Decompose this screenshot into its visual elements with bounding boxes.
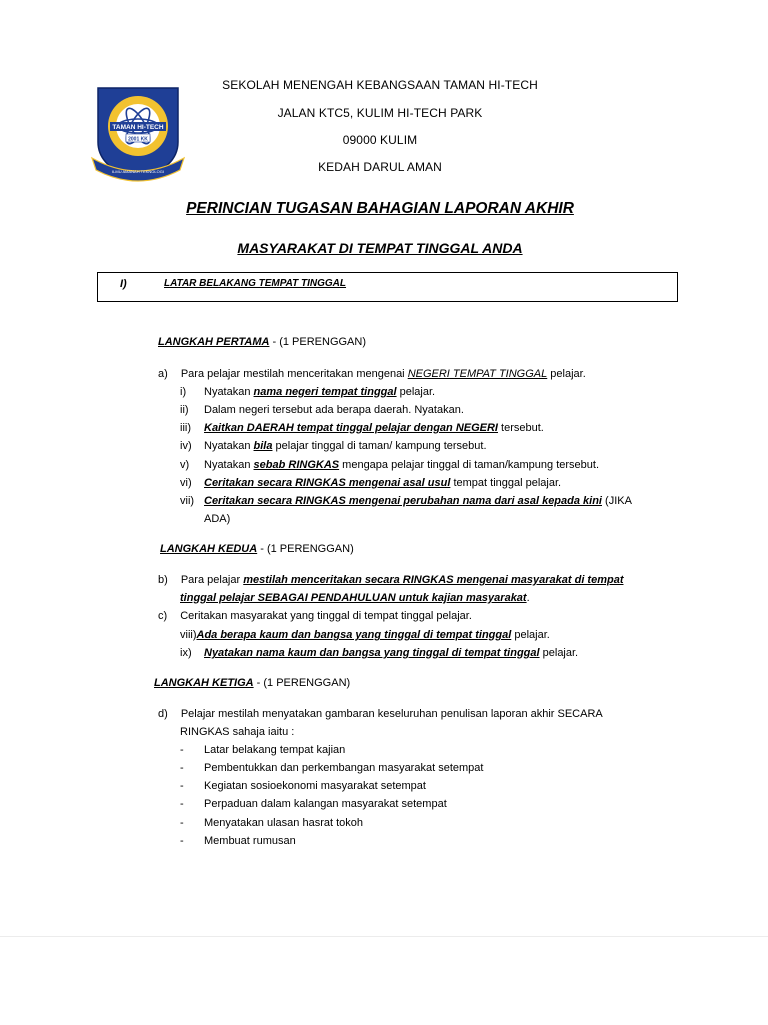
bullet-text: Membuat rumusan	[204, 835, 296, 847]
bullet-marker: -	[180, 744, 184, 756]
list-item-continuation: RINGKAS sahaja iaitu :	[180, 726, 295, 738]
bullet-marker: -	[180, 835, 184, 847]
sub-item-marker: ix)	[180, 647, 192, 659]
sub-item-marker: iv)	[180, 440, 192, 452]
sub-item-marker: ii)	[180, 404, 189, 416]
step-heading	[158, 336, 366, 348]
logo-code: 2001 KK	[128, 136, 148, 143]
sub-item-text	[204, 494, 632, 508]
logo-banner-text: TAMAN HI-TECH	[112, 124, 164, 131]
item-text: pelajar.	[539, 647, 579, 659]
sub-item-marker: vii)	[180, 495, 195, 507]
item-text: Dalam negeri tersebut ada berapa daerah. Nyatakan.	[204, 404, 464, 416]
sub-item-text	[204, 439, 487, 453]
bullet-text: Kegiatan sosioekonomi masyarakat setempat	[204, 780, 426, 792]
item-emphasis: mestilah menceritakan secara RINGKAS mengenai masyarakat di tempat	[243, 574, 624, 586]
document-title: PERINCIAN TUGASAN BAHAGIAN LAPORAN AKHIR	[186, 200, 574, 217]
sub-item-text	[204, 421, 544, 435]
item-text: .	[526, 592, 530, 604]
item-emphasis: Nyatakan nama kaum dan bangsa yang tinggal di tempat tinggal	[204, 647, 540, 659]
bullet-marker: -	[180, 817, 184, 829]
item-emphasis: Kaitkan DAERAH tempat tinggal pelajar dengan NEGERI	[204, 422, 498, 434]
item-emphasis: NEGERI TEMPAT TINGGAL	[407, 368, 548, 380]
step-label: LANGKAH KETIGA	[154, 677, 254, 689]
bullet-text: Perpaduan dalam kalangan masyarakat setempat	[204, 798, 447, 810]
item-marker: a)	[158, 368, 168, 380]
item-emphasis: Ada berapa kaum dan bangsa yang tinggal di tempat tinggal	[196, 629, 512, 641]
item-text: pelajar.	[547, 368, 586, 380]
bullet-text: Pembentukkan dan perkembangan masyarakat setempat	[204, 762, 484, 774]
item-text: tersebut.	[498, 422, 544, 434]
sub-item-text	[204, 385, 435, 399]
sub-item-marker: v)	[180, 459, 190, 471]
item-emphasis: Ceritakan secara RINGKAS mengenai asal usul	[204, 477, 451, 489]
school-name: SEKOLAH MENENGAH KEBANGSAAN TAMAN HI-TECH	[222, 78, 538, 92]
item-text: pelajar.	[511, 629, 550, 641]
item-emphasis: Ceritakan secara RINGKAS mengenai perubahan nama dari asal kepada kini	[204, 495, 602, 507]
page-gap	[0, 936, 768, 1025]
item-emphasis: sebab RINGKAS	[253, 459, 340, 471]
sub-item-text	[204, 403, 464, 417]
bullet-marker: -	[180, 780, 184, 792]
list-item	[158, 609, 472, 623]
section-number: I)	[120, 278, 127, 290]
item-text: tempat tinggal pelajar.	[450, 477, 562, 489]
item-text: mengapa pelajar tinggal di taman/kampung tersebut.	[339, 459, 599, 471]
sub-item-marker: iii)	[180, 422, 191, 434]
step-label: LANGKAH KEDUA	[160, 543, 258, 555]
item-emphasis: nama negeri tempat tinggal	[253, 386, 397, 398]
document-subtitle: MASYARAKAT DI TEMPAT TINGGAL ANDA	[237, 240, 523, 256]
sub-item-text	[204, 458, 599, 472]
step-heading	[154, 677, 350, 689]
list-item	[158, 707, 603, 721]
section-box	[97, 272, 678, 302]
item-text: Pelajar mestilah menyatakan gambaran keseluruhan penulisan laporan akhir SECARA	[180, 708, 603, 720]
item-text: pelajar.	[396, 386, 436, 398]
item-text: Para pelajar mestilah menceritakan mengenai	[180, 368, 408, 380]
school-address: JALAN KTC5, KULIM HI-TECH PARK	[277, 106, 483, 120]
sub-item-marker: viii)	[180, 629, 197, 641]
school-state: KEDAH DARUL AMAN	[318, 160, 442, 174]
item-marker: c)	[158, 610, 168, 622]
logo-ribbon-text: ILMU AMANAH TEKNOLOGI	[112, 169, 164, 174]
sub-item-continuation: ADA)	[204, 513, 231, 525]
section-title: LATAR BELAKANG TEMPAT TINGGAL	[164, 278, 347, 289]
item-emphasis: bila	[253, 440, 273, 452]
item-text: Nyatakan	[204, 386, 254, 398]
list-item	[158, 367, 586, 381]
step-suffix: - (1 PERENGGAN)	[257, 543, 354, 555]
bullet-text: Menyatakan ulasan hasrat tokoh	[204, 817, 363, 829]
item-text: pelajar tinggal di taman/ kampung tersebut.	[272, 440, 487, 452]
step-suffix: - (1 PERENGGAN)	[253, 677, 351, 689]
bullet-text: Latar belakang tempat kajian	[204, 744, 346, 756]
step-suffix: - (1 PERENGGAN)	[269, 336, 367, 348]
sub-item-text	[204, 476, 561, 490]
item-emphasis: tinggal pelajar SEBAGAI PENDAHULUAN untuk kajian masyarakat	[180, 592, 527, 604]
list-item	[158, 573, 624, 587]
item-text: Ceritakan masyarakat yang tinggal di tempat tinggal pelajar.	[180, 610, 472, 622]
step-label: LANGKAH PERTAMA	[158, 336, 270, 348]
sub-item-marker: i)	[180, 386, 187, 398]
item-text: (JIKA	[602, 495, 632, 507]
item-text: Nyatakan	[204, 440, 254, 452]
sub-item	[180, 628, 550, 642]
item-text: Nyatakan	[204, 459, 254, 471]
sub-item-text	[204, 646, 578, 660]
bullet-marker: -	[180, 798, 184, 810]
item-marker: d)	[158, 708, 168, 720]
sub-item-marker: vi)	[180, 477, 192, 489]
item-text: Para pelajar	[180, 574, 244, 586]
bullet-marker: -	[180, 762, 184, 774]
step-heading	[160, 543, 354, 555]
item-marker: b)	[158, 574, 168, 586]
school-postcode: 09000 KULIM	[342, 133, 418, 147]
list-item-continuation	[180, 591, 530, 605]
